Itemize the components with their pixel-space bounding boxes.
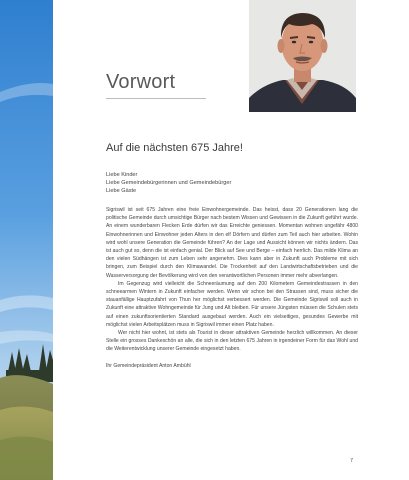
landscape-photo (0, 0, 53, 480)
body-paragraph: Im Gegenzug wird vielleicht die Schneeräumung auf den 200 Kilometern Gemeindestrassen in den schneearmen Wintern in Zukunft einfacher werden. Wenn wir schon bei den Strassen sind, muss sicher die stauanfällige Hauptzufahrt von Thun her möglichst verbessert werden. Die Gemeinde Sigriswil soll auch in Zukunft eine attraktive Wohngemeinde für Jung und Alt bleiben. Für unsere Jüngsten müssen die Schulen stets auf einen zukunftsorientierten Standard ausgebaut werden. Auch ein vielseitiges, gesundes Gewerbe mit möglichst vielen Arbeitsplätzen muss in Sigriswil immer einen Platz haben. (106, 280, 358, 328)
landscape-image (0, 0, 53, 480)
body-paragraph: Sigriswil ist seit 675 Jahren eine freie Einwohnergemeinde. Das heisst, dass 20 Generationen lang die politische Gemeinde durch umsichtige Bürger nach bestem Wissen und Gewissen in die Zukunft geführt wurde. An einem wunderbaren Flecken Erde dürfen wir das Erreichte geniessen. Momentan wohnen ungefähr 4800 Einwohnerinnen und Einwohner jeden Alters in den elf Dörfern und dürfen zum Teil auch hier arbeiten. Wohin wird wohl unsere Generation die Gemeinde führen? An der Lage und Aussicht können wir nichts ändern. Das ist auch gut so, denn die ist einfach genial. Der Blick auf See und Berge – einfach herrlich. Das milde Klima an den vielen Südhängen ist zum Leben sehr angenehm. Dies kann aber in Zukunft auch Probleme mit sich bringen, zum Beispiel durch den Klimawandel. Die Trockenheit auf den Landwirtschaftsbetrieben und die Wasserversorgung der Bevölkerung wird von den verantwortlichen Personen immer mehr abverlangen. (106, 207, 358, 279)
salutation-line: Liebe Gemeindebürgerinnen und Gemeindebürger (106, 180, 232, 187)
section-subtitle: Auf die nächsten 675 Jahre! (106, 142, 243, 154)
salutation-block (106, 171, 358, 196)
page-title: Vorwort (106, 71, 176, 93)
portrait-photo (249, 0, 356, 112)
salutation-line: Liebe Kinder (106, 172, 138, 178)
title-divider (106, 98, 206, 99)
salutation-line: Liebe Gäste (106, 188, 137, 195)
signature-line: Ihr Gemeindepräsident Anton Ambühl (106, 362, 191, 369)
body-text (106, 206, 358, 370)
portrait-image (249, 0, 356, 112)
page-number: 7 (350, 458, 354, 464)
body-paragraph: Wer nicht hier wohnt, ist stets als Tourist in dieser attraktiven Gemeinde herzlich willkommen. An dieser Stelle ein grosses Dankeschön an alle, die sich in den letzten 675 Jahren in irgendeiner Form für das Wohl und die Weiterentwicklung unserer Gemeinde eingesetzt haben. (106, 330, 358, 353)
